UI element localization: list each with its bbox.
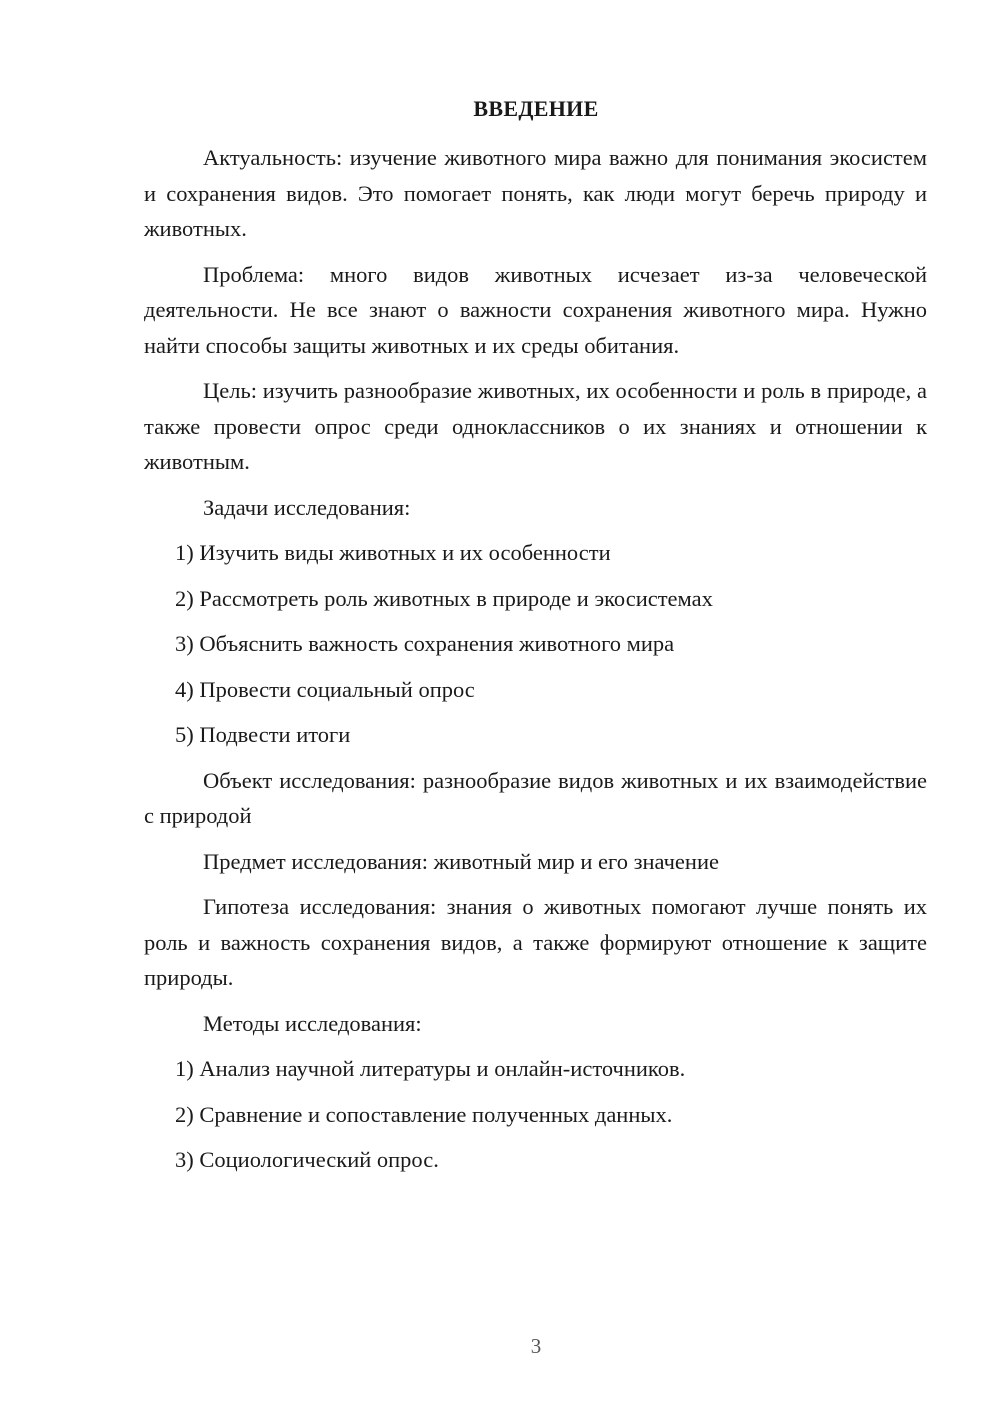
task-item: 2) Рассмотреть роль животных в природе и экосистемах [175, 585, 713, 611]
method-item: 3) Социологический опрос. [175, 1147, 439, 1172]
page-title: ВВЕДЕНИЕ [473, 96, 599, 121]
goal-paragraph: Цель: изучить разнообразие животных, их особенности и роль в природе, а также провести опрос среди одноклассников о их знаниях и отношении к животным. [144, 378, 927, 474]
subject-paragraph: Предмет исследования: животный мир и его значение [203, 848, 719, 874]
hypothesis-paragraph: Гипотеза исследования: знания о животных помогают лучше понять их роль и важность сохранения видов, а также формируют отношение к защите природы. [144, 894, 927, 990]
methods-heading: Методы исследования: [203, 1010, 422, 1036]
task-item: 4) Провести социальный опрос [175, 676, 475, 702]
document-body [144, 140, 927, 1188]
method-item: 2) Сравнение и сопоставление полученных данных. [175, 1101, 673, 1127]
relevance-paragraph: Актуальность: изучение животного мира важно для понимания экосистем и сохранения видов. Это помогает понять, как люди могут беречь природу и животных. [144, 145, 927, 241]
task-item: 5) Подвести итоги [175, 722, 351, 747]
method-item: 1) Анализ научной литературы и онлайн-источников. [175, 1056, 686, 1081]
task-item: 1) Изучить виды животных и их особенности [175, 540, 611, 565]
task-item: 3) Объяснить важность сохранения животного мира [175, 631, 675, 656]
page-number: 3 [530, 1334, 542, 1358]
problem-paragraph: Проблема: много видов животных исчезает из-за человеческой деятельности. Не все знают о важности сохранения животного мира. Нужно найти способы защиты животных и их среды обитания. [144, 261, 927, 358]
tasks-list [144, 535, 927, 753]
object-paragraph: Объект исследования: разнообразие видов животных и их взаимодействие с природой [144, 767, 927, 828]
methods-list [144, 1051, 927, 1178]
tasks-heading: Задачи исследования: [203, 494, 411, 520]
